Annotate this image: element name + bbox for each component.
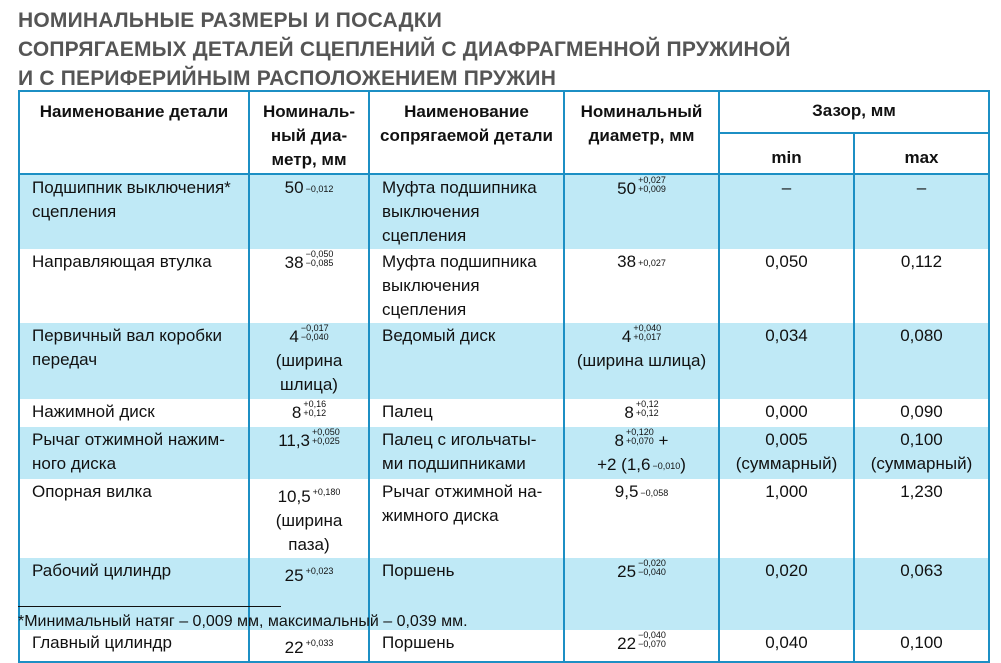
- diameter-cell: [249, 174, 369, 249]
- part-name-cell: Рабочий цилиндр: [19, 558, 249, 630]
- tolerance-lower: +0,12: [635, 408, 659, 418]
- mating-part-cell: Палец с игольчаты-ми подшипниками: [369, 427, 564, 479]
- clearance-min-value: 0,005: [765, 430, 808, 449]
- table-row: [19, 479, 989, 558]
- mating-part-cell: Муфта подшипника выключения сцепления: [369, 174, 564, 249]
- tolerance-upper: +0,027: [638, 175, 666, 185]
- mating-diameter-cell: [564, 399, 719, 427]
- tolerance-upper: +0,033: [305, 638, 334, 648]
- tolerance-lower: +0,070: [626, 436, 654, 446]
- diameter-value: 38: [284, 253, 304, 272]
- tolerance-upper: +0,023: [305, 566, 334, 576]
- diameter-cell: [249, 630, 369, 662]
- part-name-cell: Рычаг отжимной нажим-ного диска: [19, 427, 249, 479]
- mating-diameter-value: 38: [617, 252, 637, 271]
- diameter-value: 4: [289, 327, 299, 346]
- tolerance-stack: [636, 400, 659, 418]
- header-max: max: [854, 133, 989, 175]
- tolerance-stack: [301, 324, 329, 342]
- tolerance-upper: −0,050: [305, 249, 334, 259]
- clearance-min-cell: 0,034: [719, 323, 854, 399]
- tolerance-lower: −0,012: [305, 184, 334, 194]
- table-row: [19, 630, 989, 662]
- table-row: [19, 399, 989, 427]
- table-row: [19, 323, 989, 399]
- tolerance-upper: +0,120: [626, 427, 654, 437]
- clearance-max-note: (суммарный): [870, 454, 973, 473]
- mating-part-cell: Поршень: [369, 630, 564, 662]
- mating-part-cell: Поршень: [369, 558, 564, 630]
- tolerance-stack: [626, 428, 654, 446]
- plus-sign: +: [658, 431, 669, 450]
- mating-diameter-cell: [564, 630, 719, 662]
- tolerance-lower: +0,025: [312, 436, 340, 446]
- diameter-value: 11,3: [278, 431, 311, 450]
- clearance-min-cell: 1,000: [719, 479, 854, 558]
- table-row: [19, 174, 989, 249]
- tolerance-stack: [303, 400, 326, 418]
- diameter-cell: [249, 479, 369, 558]
- mating-part-cell: Ведомый диск: [369, 323, 564, 399]
- clearance-max-cell: 0,080: [854, 323, 989, 399]
- mating-diameter-value: 9,5: [614, 482, 639, 501]
- part-name-cell: Нажимной диск: [19, 399, 249, 427]
- table-row: [19, 427, 989, 479]
- diameter-cell: [249, 323, 369, 399]
- diameter-value: 10,5: [277, 487, 311, 506]
- part-name-cell: Опорная вилка: [19, 479, 249, 558]
- mating-diameter-value: 22: [617, 634, 637, 653]
- tolerance-upper: −0,017: [300, 323, 329, 333]
- clearance-min-cell: [719, 427, 854, 479]
- second-diameter-prefix: +2 (1,6: [597, 455, 651, 474]
- tolerance-lower: +0,017: [633, 332, 662, 342]
- second-diameter-suffix: ): [680, 455, 686, 474]
- tolerance-upper: −0,040: [638, 630, 666, 640]
- tolerance-lower: −0,010: [652, 461, 681, 471]
- title-line-1: НОМИНАЛЬНЫЕ РАЗМЕРЫ И ПОСАДКИ: [18, 9, 443, 32]
- tolerance-stack: [638, 176, 666, 194]
- mating-part-cell: Рычаг отжимной на-жимного диска: [369, 479, 564, 558]
- tolerance-stack: [633, 324, 661, 342]
- part-name-cell: Направляющая втулка: [19, 249, 249, 323]
- clearance-max-cell: 0,063: [854, 558, 989, 630]
- clearance-min-cell: 0,050: [719, 249, 854, 323]
- clearance-max-value: 0,100: [900, 430, 943, 449]
- diameter-value: 22: [284, 638, 304, 657]
- mating-diameter-value: 50: [617, 179, 637, 198]
- tolerance-upper: +0,050: [312, 427, 340, 437]
- diameter-cell: [249, 249, 369, 323]
- clearance-min-note: (суммарный): [735, 454, 838, 473]
- mating-part-cell: Муфта подшипника выключения сцепления: [369, 249, 564, 323]
- dimensions-table: [18, 90, 990, 663]
- mating-diameter-note: (ширина шлица): [576, 351, 707, 370]
- tolerance-upper: +0,12: [635, 399, 659, 409]
- clearance-max-cell: 0,090: [854, 399, 989, 427]
- diameter-cell: [249, 427, 369, 479]
- table-row: [19, 249, 989, 323]
- diameter-value: 50: [284, 178, 304, 197]
- tolerance-lower: −0,085: [305, 258, 334, 268]
- title-line-2: СОПРЯГАЕМЫХ ДЕТАЛЕЙ СЦЕПЛЕНИЙ С ДИАФРАГМЕННОЙ ПРУЖИНОЙ: [18, 38, 791, 61]
- tolerance-lower: −0,040: [300, 332, 329, 342]
- mating-diameter-value: 8: [614, 431, 624, 450]
- clearance-max-cell: [854, 427, 989, 479]
- header-part-name: Наименование детали: [19, 91, 249, 174]
- mating-diameter-value: 8: [624, 403, 634, 422]
- mating-diameter-cell: [564, 427, 719, 479]
- diameter-cell: [249, 399, 369, 427]
- tolerance-stack: [638, 631, 666, 649]
- tolerance-lower: +0,027: [638, 258, 666, 268]
- tolerance-lower: −0,040: [638, 567, 666, 577]
- diameter-value: 8: [291, 403, 302, 422]
- tolerance-upper: +0,16: [303, 399, 327, 409]
- header-mating-nominal-diameter: Номинальный диаметр, мм: [564, 91, 719, 174]
- diameter-value: 25: [284, 566, 304, 585]
- part-name-cell: Главный цилиндр: [19, 630, 249, 662]
- part-name-cell: Подшипник выключения* сцепления: [19, 174, 249, 249]
- tolerance-upper: +0,040: [633, 323, 662, 333]
- footnote: *Минимальный натяг – 0,009 мм, максимальный – 0,039 мм.: [18, 613, 468, 630]
- mating-part-cell: Палец: [369, 399, 564, 427]
- mating-diameter-cell: [564, 479, 719, 558]
- tolerance-upper: +0,180: [312, 487, 341, 497]
- header-nominal-diameter: Номиналь-ный диа-метр, мм: [249, 91, 369, 174]
- diameter-note: (ширина шлица): [275, 351, 343, 394]
- mating-diameter-value: 25: [617, 562, 637, 581]
- header-clearance: Зазор, мм: [719, 91, 989, 133]
- tolerance-upper: −0,020: [638, 558, 666, 568]
- diameter-note: (ширина паза): [275, 511, 343, 554]
- clearance-max-cell: 0,100: [854, 630, 989, 662]
- tolerance-lower: −0,058: [640, 488, 669, 498]
- mating-diameter-cell: [564, 174, 719, 249]
- page-title: [18, 6, 988, 93]
- tolerance-stack: [312, 428, 340, 446]
- clearance-min-cell: –: [719, 174, 854, 249]
- clearance-min-cell: 0,020: [719, 558, 854, 630]
- title-line-3: И С ПЕРИФЕРИЙНЫМ РАСПОЛОЖЕНИЕМ ПРУЖИН: [18, 67, 557, 90]
- clearance-max-cell: 0,112: [854, 249, 989, 323]
- mating-diameter-cell: [564, 249, 719, 323]
- clearance-min-cell: 0,000: [719, 399, 854, 427]
- tolerance-lower: +0,009: [638, 184, 666, 194]
- mating-diameter-value: 4: [621, 327, 632, 346]
- mating-diameter-cell: [564, 558, 719, 630]
- clearance-min-cell: 0,040: [719, 630, 854, 662]
- clearance-max-cell: –: [854, 174, 989, 249]
- part-name-cell: Первичный вал коробки передач: [19, 323, 249, 399]
- clearance-max-cell: 1,230: [854, 479, 989, 558]
- footnote-divider: [18, 606, 281, 607]
- tolerance-stack: [306, 250, 334, 268]
- header-min: min: [719, 133, 854, 175]
- tolerance-lower: −0,070: [638, 639, 666, 649]
- mating-diameter-cell: [564, 323, 719, 399]
- tolerance-lower: +0,12: [303, 408, 327, 418]
- header-mating-part-name: Наименование сопрягаемой детали: [369, 91, 564, 174]
- tolerance-stack: [638, 559, 666, 577]
